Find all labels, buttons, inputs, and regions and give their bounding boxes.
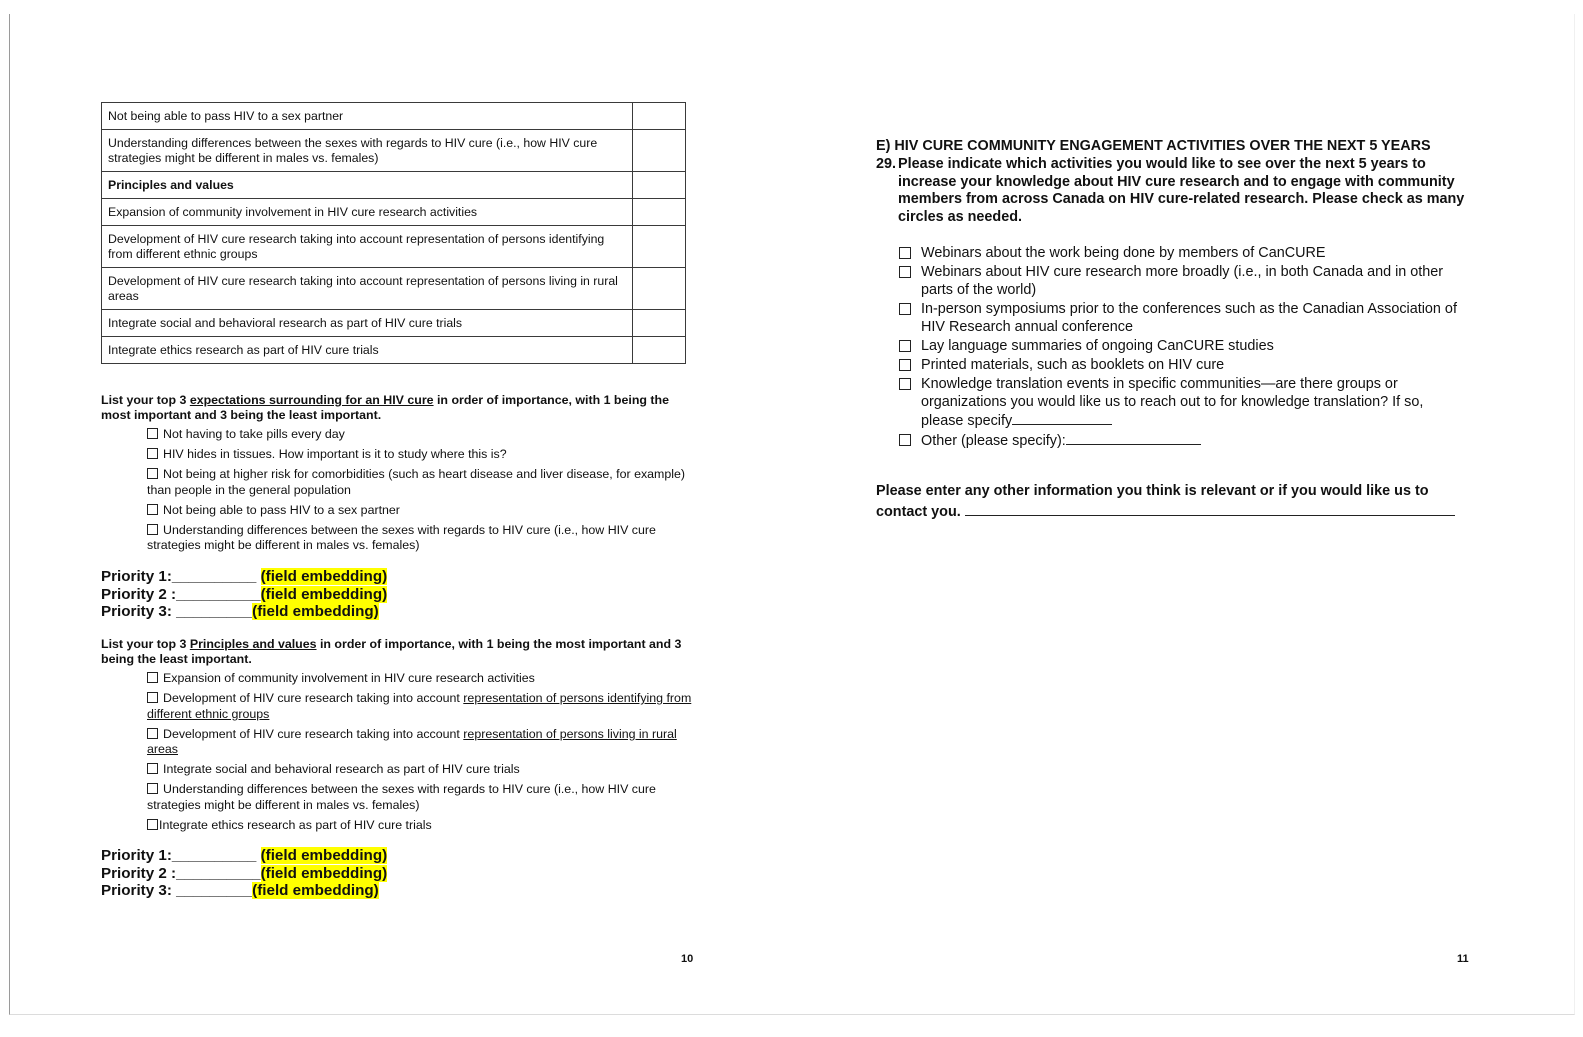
checkbox[interactable] (147, 504, 158, 515)
table-section-header: Principles and values (102, 172, 633, 199)
table-row (102, 130, 686, 172)
principle-option[interactable] (147, 691, 697, 722)
activity-option[interactable] (899, 263, 1469, 299)
activity-option[interactable] (899, 431, 1469, 450)
principles-priorities (101, 847, 387, 900)
option-label: Not being at higher risk for comorbidities (such as heart disease and liver disease, for example) than people in the general population (147, 467, 686, 497)
expectations-underlined: expectations surrounding for an HIV cure (189, 393, 434, 407)
ranking-table (101, 102, 686, 364)
principle-option[interactable] (147, 762, 697, 778)
priority-row-3 (101, 603, 387, 621)
activity-label: Other (please specify): (921, 433, 1066, 449)
table-item-label: Integrate ethics research as part of HIV cure trials (102, 337, 633, 364)
rank-input-cell[interactable] (633, 103, 686, 130)
activity-label: Webinars about the work being done by members of CanCURE (921, 245, 1326, 261)
activity-label: Lay language summaries of ongoing CanCURE studies (921, 338, 1274, 354)
option-label: Development of HIV cure research taking into account (163, 726, 464, 741)
table-item-label: Not being able to pass HIV to a sex partner (102, 103, 633, 130)
checkbox[interactable] (899, 378, 911, 390)
rank-input-cell[interactable] (633, 199, 686, 226)
checkbox[interactable] (147, 819, 158, 830)
priority-blank-field[interactable]: __________ (171, 568, 261, 585)
principles-underlined: Principles and values (189, 637, 317, 651)
expectations-priorities (101, 568, 387, 621)
activity-label: Knowledge translation events in specific communities—are there groups or organizations you would like us to reach out to for knowledge translation? If so, please specify (921, 376, 1424, 429)
field-embedding-highlight[interactable]: (field embedding) (252, 882, 379, 899)
closing-prompt: Please enter any other information you think is relevant or if you would like us to contact you. (876, 483, 1466, 521)
option-label: Integrate social and behavioral research as part of HIV cure trials (163, 762, 520, 776)
priority-label: Priority 3: (101, 882, 177, 899)
priority-row-2 (101, 586, 387, 604)
checkbox[interactable] (147, 524, 158, 535)
activity-option[interactable] (899, 244, 1469, 262)
checkbox[interactable] (147, 448, 158, 459)
priority-label: Priority 2 : (101, 585, 177, 603)
checkbox[interactable] (147, 428, 158, 439)
expectation-option[interactable] (147, 447, 697, 463)
specify-field[interactable] (1066, 431, 1201, 445)
page-10 (0, 0, 780, 1037)
question-text: Please indicate which activities you would like to see over the next 5 years to increase your knowledge about HIV cure research and to engage with community members from across Canada on HIV cure-related research. Please check as many circles as needed. (898, 156, 1465, 225)
specify-field[interactable] (1012, 411, 1112, 425)
activity-option[interactable] (899, 375, 1469, 430)
activity-label: Printed materials, such as booklets on HIV cure (921, 357, 1225, 373)
option-label-underlined: representation of persons living in rural areas (147, 726, 677, 756)
field-embedding-highlight[interactable]: (field embedding) (260, 864, 388, 882)
priority-label: Priority 2 : (101, 864, 177, 882)
checkbox[interactable] (899, 303, 911, 315)
option-label: Expansion of community involvement in HIV cure research activities (163, 671, 535, 685)
expectations-options (147, 427, 697, 558)
checkbox[interactable] (899, 359, 911, 371)
checkbox[interactable] (899, 266, 911, 278)
table-row (102, 226, 686, 268)
table-row (102, 268, 686, 310)
activities-list (899, 244, 1469, 451)
principles-options (147, 671, 697, 838)
priority-blank-field[interactable]: __________ (176, 864, 261, 882)
section-title: E) HIV CURE COMMUNITY ENGAGEMENT ACTIVITIES OVER THE NEXT 5 YEARS (876, 138, 1431, 154)
field-embedding-highlight[interactable]: (field embedding) (260, 568, 388, 585)
priority-label: Priority 1: (101, 568, 172, 585)
table-row (102, 103, 686, 130)
table-row (102, 172, 686, 199)
checkbox[interactable] (147, 692, 158, 703)
field-embedding-highlight[interactable]: (field embedding) (252, 603, 379, 620)
rank-input-cell (633, 172, 686, 199)
checkbox[interactable] (147, 672, 158, 683)
expectation-option[interactable] (147, 467, 697, 498)
activity-option[interactable] (899, 356, 1469, 374)
checkbox[interactable] (147, 728, 158, 739)
table-row (102, 199, 686, 226)
principle-option[interactable] (147, 818, 697, 834)
table-row (102, 337, 686, 364)
rank-input-cell[interactable] (633, 310, 686, 337)
table-row (102, 310, 686, 337)
priority-blank-field[interactable]: _________ (176, 603, 253, 620)
checkbox[interactable] (147, 763, 158, 774)
field-embedding-highlight[interactable]: (field embedding) (260, 585, 388, 603)
principle-option[interactable] (147, 727, 697, 758)
table-item-label: Expansion of community involvement in HIV cure research activities (102, 199, 633, 226)
field-embedding-highlight[interactable]: (field embedding) (260, 847, 388, 864)
activity-label: In-person symposiums prior to the conferences such as the Canadian Association of HIV Research annual conference (921, 301, 1457, 335)
question-number: 29. (876, 156, 897, 172)
option-label: Development of HIV cure research taking into account (163, 691, 464, 705)
priority-blank-field[interactable]: __________ (171, 847, 261, 864)
expectations-question: List your top 3 expectations surrounding for an HIV cure in order of importance, with 1 being the most important and 3 being the least important. (101, 393, 669, 422)
checkbox[interactable] (899, 340, 911, 352)
priority-blank-field[interactable]: _________ (176, 882, 253, 899)
table-item-label: Understanding differences between the sexes with regards to HIV cure (i.e., how HIV cure strategies might be different in males vs. females) (102, 130, 633, 172)
rank-input-cell[interactable] (633, 268, 686, 310)
priority-blank-field[interactable]: __________ (176, 585, 261, 603)
expectation-option[interactable] (147, 523, 697, 554)
rank-input-cell[interactable] (633, 226, 686, 268)
activity-label: Webinars about HIV cure research more broadly (i.e., in both Canada and in other parts of the world) (921, 264, 1444, 298)
expectation-option[interactable] (147, 503, 697, 519)
priority-row-3 (101, 882, 387, 900)
rank-input-cell[interactable] (633, 130, 686, 172)
priority-label: Priority 3: (101, 603, 177, 620)
page-number-11: 11 (1457, 953, 1469, 965)
option-label: Understanding differences between the sexes with regards to HIV cure (i.e., how HIV cure strategies might be different in males vs. females) (147, 782, 656, 812)
option-label: Not having to take pills every day (163, 427, 345, 441)
principle-option[interactable] (147, 782, 697, 813)
checkbox[interactable] (147, 783, 158, 794)
principles-question: List your top 3 Principles and values in order of importance, with 1 being the most important and 3 being the least important. (101, 637, 682, 666)
checkbox[interactable] (899, 247, 911, 259)
activity-option[interactable] (899, 337, 1469, 355)
option-label: Integrate ethics research as part of HIV cure trials (159, 817, 432, 832)
option-label: Not being able to pass HIV to a sex partner (163, 502, 400, 517)
option-label-underlined: representation of persons identifying from different ethnic groups (147, 691, 692, 721)
checkbox[interactable] (899, 434, 911, 446)
table-item-label: Integrate social and behavioral research as part of HIV cure trials (102, 310, 633, 337)
contact-info-field[interactable] (965, 501, 1455, 516)
principle-option[interactable] (147, 671, 697, 687)
page-number-10: 10 (681, 953, 694, 965)
priority-row-1 (101, 568, 387, 586)
expectation-option[interactable] (147, 427, 697, 443)
table-item-label: Development of HIV cure research taking into account representation of persons living in rural areas (102, 268, 633, 310)
priority-row-2 (101, 865, 387, 883)
option-label: HIV hides in tissues. How important is it to study where this is? (163, 447, 507, 461)
priority-row-1 (101, 847, 387, 865)
rank-input-cell[interactable] (633, 337, 686, 364)
priority-label: Priority 1: (101, 847, 172, 864)
checkbox[interactable] (147, 468, 158, 479)
option-label: Understanding differences between the sexes with regards to HIV cure (i.e., how HIV cure strategies might be different in males vs. females) (147, 522, 656, 552)
table-item-label: Development of HIV cure research taking into account representation of persons identifying from different ethnic groups (102, 226, 633, 268)
question-29 (876, 156, 1476, 226)
activity-option[interactable] (899, 300, 1469, 336)
